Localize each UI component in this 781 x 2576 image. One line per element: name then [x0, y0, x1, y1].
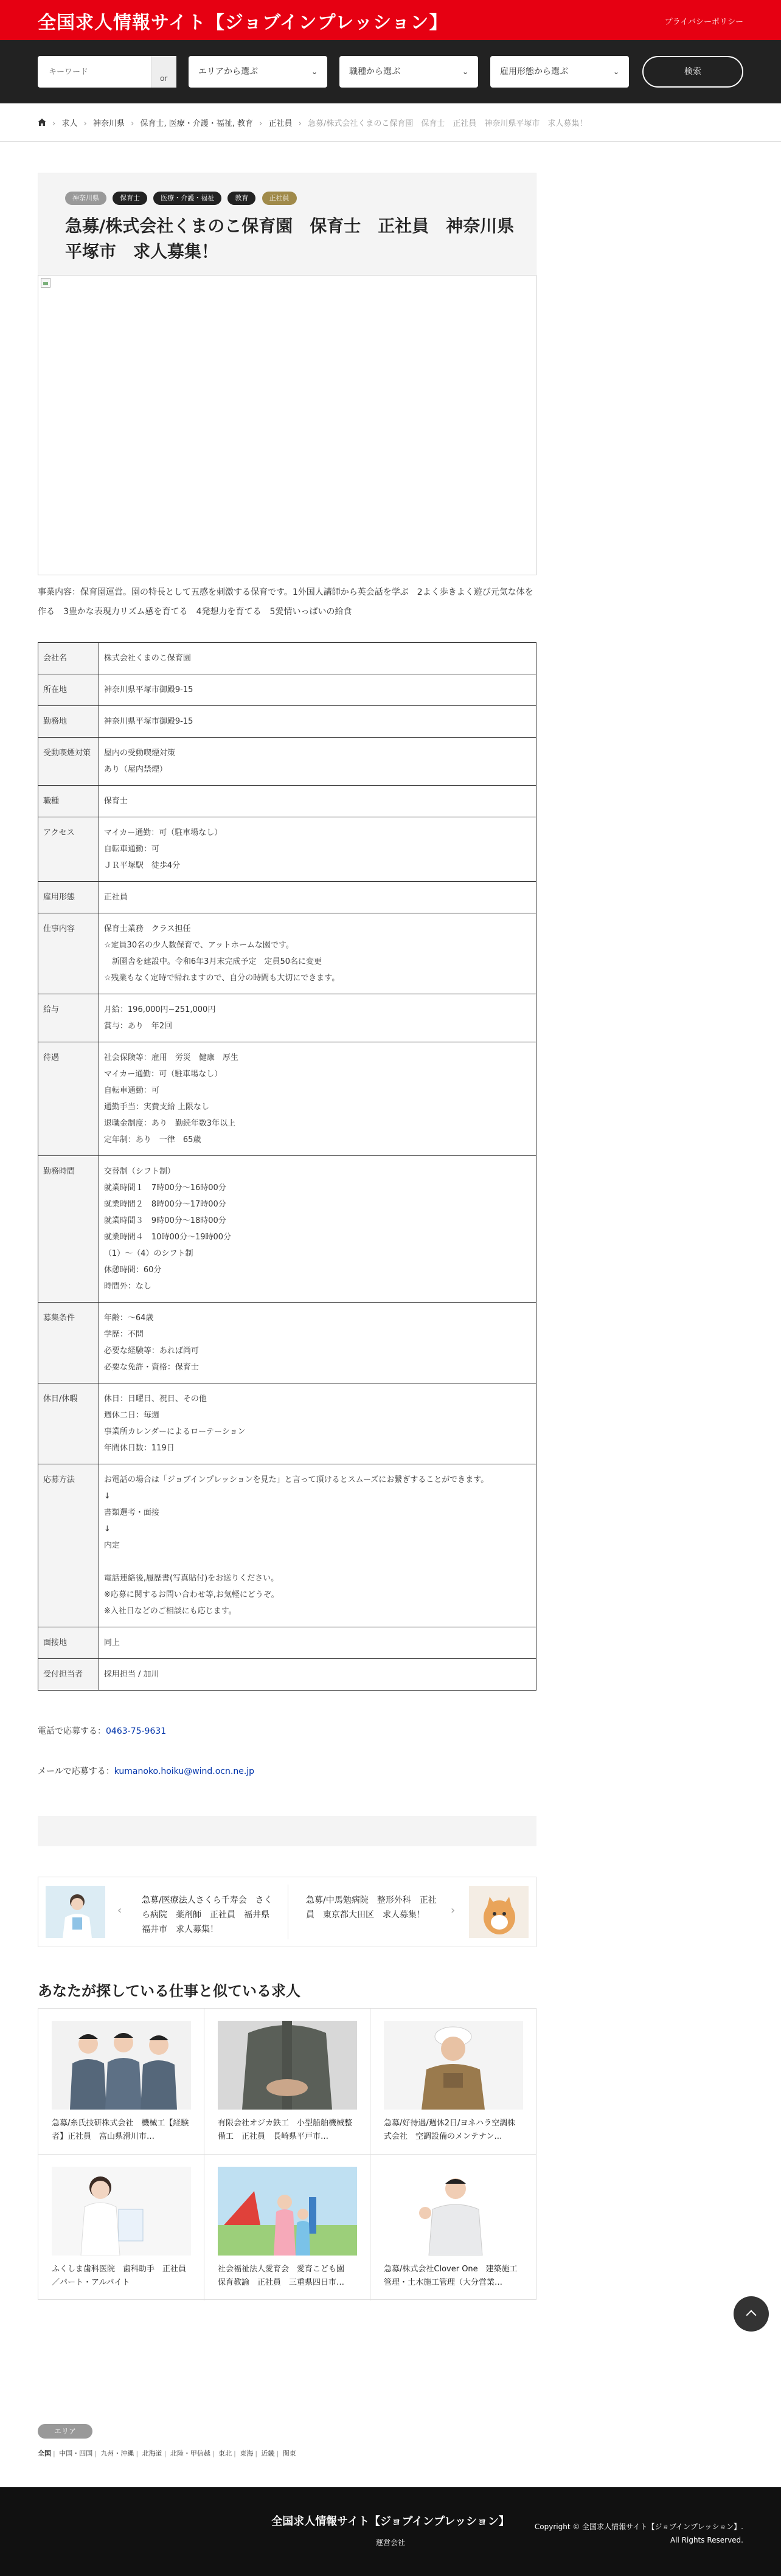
job-card[interactable] — [204, 2009, 370, 2155]
table-cell-line: ☆定員30名の少人数保育で、アットホームな園です。 — [103, 941, 294, 950]
table-row — [38, 786, 536, 817]
table-cell-line: 事業所カレンダーによるローテーション — [103, 1427, 246, 1436]
breadcrumb-item[interactable]: 正社員 — [268, 119, 293, 128]
table-cell-line: 採用担当 / 加川 — [103, 1670, 159, 1679]
table-cell-line: 同上 — [103, 1638, 120, 1647]
contact-mail-label: メールで応募する： — [38, 1767, 114, 1776]
job-card-title[interactable]: 急募/株式会社Clover One 建築施工管理・土木施工管理（大分営業… — [384, 2265, 518, 2287]
table-row-value — [99, 913, 536, 994]
table-cell-line: お電話の場合は「ジョブインプレッションを見た」と言って頂けるとスムーズにお繋ぎすることができます。 — [103, 1475, 489, 1484]
next-thumbnail[interactable] — [469, 1886, 529, 1938]
area-links — [38, 2448, 298, 2458]
privacy-policy-link[interactable]: プライバシーポリシー — [664, 18, 743, 27]
breadcrumb-separator: › — [298, 119, 302, 128]
divider — [0, 141, 781, 142]
table-cell-line: ※入社日などのご相談にも応じます。 — [103, 1607, 237, 1616]
table-cell-line: 正社員 — [103, 893, 128, 902]
copyright-line: All Rights Reserved. — [670, 2536, 743, 2544]
job-card-image[interactable] — [52, 2167, 191, 2256]
table-cell-line: マイカー通勤：可（駐車場なし） — [103, 1070, 223, 1079]
table-row — [38, 1042, 536, 1156]
table-cell-line: 神奈川県平塚市御殿9-15 — [103, 717, 193, 726]
broken-image-icon — [41, 278, 50, 288]
table-cell-line: 社会保険等：雇用 労災 健康 厚生 — [103, 1053, 238, 1062]
separator: | — [212, 2450, 215, 2457]
table-cell-line: 必要な経験等：あれば尚可 — [103, 1346, 199, 1356]
table-cell-line: 休日：日曜日、祝日、その他 — [103, 1394, 207, 1404]
or-label: or — [160, 74, 168, 83]
email-link[interactable]: kumanoko.hoiku@wind.ocn.ne.jp — [114, 1767, 255, 1776]
table-cell-line: 電話連絡後,履歴書(写真貼付)をお送りください。 — [103, 1574, 279, 1583]
or-toggle[interactable] — [151, 56, 176, 88]
contact-tel — [38, 1725, 166, 1737]
table-cell-line: 必要な免許・資格：保育士 — [103, 1363, 199, 1372]
home-icon[interactable] — [38, 119, 46, 128]
table-row — [38, 817, 536, 882]
table-cell-line: 内定 — [103, 1541, 120, 1550]
breadcrumb-current: 急募/株式会社くまのこ保育園 保育士 正社員 神奈川県平塚市 求人募集！ — [308, 119, 588, 128]
table-row-value — [99, 882, 536, 913]
table-row-value — [99, 706, 536, 738]
area-select-label: エリアから選ぶ — [198, 67, 258, 77]
job-card-title[interactable]: 急募/糸氏技研株式会社 機械工【経験者】正社員 富山県滑川市… — [52, 2119, 189, 2141]
table-cell-line: 退職金制度：あり 勤続年数3年以上 — [103, 1119, 236, 1128]
table-cell-line: あり（屋内禁煙） — [103, 765, 167, 774]
table-row-label: 勤務地 — [38, 706, 99, 738]
hero-image — [38, 275, 536, 575]
table-row-label: 仕事内容 — [38, 913, 99, 994]
table-cell-line: 就業時間２ 8時00分～17時00分 — [103, 1200, 226, 1209]
table-row-label: 休日/休暇 — [38, 1383, 99, 1464]
job-card-image[interactable] — [384, 2021, 523, 2110]
table-row — [38, 994, 536, 1042]
area-link[interactable]: 北海道 — [142, 2450, 162, 2457]
table-cell-line: 自転車通勤：可 — [103, 845, 159, 854]
table-row-label: 面接地 — [38, 1627, 99, 1659]
table-row-label: 応募方法 — [38, 1464, 99, 1627]
job-card-image[interactable] — [384, 2167, 523, 2256]
table-row-label: アクセス — [38, 817, 99, 882]
area-link[interactable]: 中国・四国 — [59, 2450, 93, 2457]
job-card-image[interactable] — [52, 2021, 191, 2110]
table-cell-line: 保育士業務 クラス担任 — [103, 924, 191, 933]
table-cell-line: ※応募に関するお問い合わせ等,お気軽にどうぞ。 — [103, 1590, 279, 1599]
keyword-input[interactable] — [38, 56, 151, 88]
table-row-value — [99, 674, 536, 706]
breadcrumb-separator: › — [259, 119, 263, 128]
prev-thumbnail[interactable] — [46, 1886, 105, 1938]
table-cell-line: 屋内の受動喫煙対策 — [103, 749, 175, 758]
breadcrumb-item[interactable]: 保育士, 医療・介護・福祉, 教育 — [140, 119, 254, 128]
area-link[interactable]: 北陸・甲信越 — [170, 2450, 210, 2457]
job-card-title[interactable]: 有限会社オジカ鉄工 小型船舶機械整備工 正社員 長崎県平戸市… — [218, 2119, 353, 2141]
table-row-value — [99, 1464, 536, 1627]
breadcrumb — [38, 117, 743, 130]
job-card-title[interactable]: ふくしま歯科医院 歯科助手 正社員／パート・アルバイト — [52, 2265, 187, 2287]
next-post-link[interactable]: 急募/中馬勉病院 整形外科 正社員 東京都大田区 求人募集！ — [306, 1896, 437, 1920]
table-row — [38, 1303, 536, 1383]
table-cell-line — [104, 1554, 531, 1570]
table-row-label: 待遇 — [38, 1042, 99, 1156]
job-card[interactable] — [38, 2009, 204, 2155]
area-link[interactable]: 近畿 — [261, 2450, 275, 2457]
chevron-down-icon: ⌄ — [311, 68, 318, 76]
separator: | — [276, 2450, 279, 2457]
table-row — [38, 706, 536, 738]
job-card[interactable] — [370, 2155, 536, 2301]
tag-job[interactable]: 医療・介護・福祉 — [153, 192, 221, 205]
job-select-label: 職種から選ぶ — [349, 67, 400, 77]
chevron-down-icon: ⌄ — [613, 68, 619, 76]
table-cell-line: 株式会社くまのこ保育園 — [103, 654, 191, 663]
separator: | — [136, 2450, 139, 2457]
table-cell-line: 休憩時間：60分 — [103, 1265, 162, 1275]
job-card[interactable] — [38, 2155, 204, 2301]
table-row-value — [99, 1383, 536, 1464]
tag-list — [65, 192, 300, 205]
table-row-label: 募集条件 — [38, 1303, 99, 1383]
table-cell-line: 就業時間４ 10時00分～19時00分 — [103, 1233, 232, 1242]
table-cell-line: マイカー通勤：可（駐車場なし） — [103, 828, 223, 837]
table-cell-line: 交替制（シフト制） — [103, 1167, 175, 1176]
table-cell-line: 保育士 — [103, 797, 128, 806]
table-cell-line: 月給：196,000円~251,000円 — [103, 1005, 216, 1014]
table-row-label: 受付担当者 — [38, 1659, 99, 1691]
table-cell-line: 学歴：不問 — [103, 1330, 144, 1339]
job-card-image[interactable] — [218, 2167, 357, 2256]
table-cell-line: 新園舎を建設中。令和6年3月末完成予定 定員50名に変更 — [103, 957, 322, 966]
tag-job[interactable]: 保育士 — [113, 192, 147, 205]
table-cell-line: ＪＲ平塚駅 徒歩4分 — [103, 861, 181, 870]
share-area — [38, 1816, 536, 1846]
prev-next-nav — [38, 1877, 536, 1947]
tag-job[interactable]: 教育 — [227, 192, 255, 205]
table-row — [38, 738, 536, 786]
table-row-label: 所在地 — [38, 674, 99, 706]
table-cell-line: 就業時間３ 9時00分～18時00分 — [103, 1216, 226, 1225]
area-select[interactable] — [189, 56, 327, 88]
scroll-to-top-button[interactable] — [734, 2296, 769, 2332]
separator: | — [53, 2450, 55, 2457]
breadcrumb-separator: › — [83, 119, 87, 128]
table-row — [38, 1659, 536, 1691]
copyright-line: Copyright © 全国求人情報サイト【ジョブインプレッション】. — [534, 2522, 743, 2531]
chevron-down-icon: ⌄ — [462, 68, 468, 76]
article-header — [38, 173, 536, 277]
chevron-right-icon[interactable]: › — [451, 1904, 456, 1917]
table-row-label: 給与 — [38, 994, 99, 1042]
phone-link[interactable]: 0463-75-9631 — [106, 1726, 167, 1736]
table-row-value — [99, 1659, 536, 1691]
table-row — [38, 913, 536, 994]
table-row-label: 受動喫煙対策 — [38, 738, 99, 786]
area-link[interactable]: 関東 — [282, 2450, 296, 2457]
table-row-value — [99, 786, 536, 817]
contact-tel-label: 電話で応募する： — [38, 1726, 106, 1736]
table-cell-line: 通勤手当：実費支給 上限なし — [103, 1103, 210, 1112]
area-link[interactable]: 九州・沖縄 — [100, 2450, 134, 2457]
table-row-label: 会社名 — [38, 643, 99, 674]
footer-site-title[interactable]: 全国求人情報サイト【ジョブインプレッション】 — [271, 2515, 510, 2528]
table-row — [38, 1464, 536, 1627]
table-cell-line: 就業時間１ 7時00分～16時00分 — [103, 1183, 226, 1193]
table-row — [38, 882, 536, 913]
tag-area[interactable]: 神奈川県 — [65, 192, 106, 205]
table-cell-line: 年齢：～64歳 — [103, 1314, 154, 1323]
job-summary: 事業内容：保育園運営。園の特長として五感を刺激する保育です。1外国人講師から英会話を学ぶ 2よく歩きよく遊び元気な体を作る 3豊かな表現力リズム感を育てる 4発想力を育てる 5愛情いっぱいの給食 — [38, 587, 533, 617]
job-card[interactable] — [204, 2155, 370, 2301]
keyword-search — [38, 56, 176, 88]
table-cell-line: 神奈川県平塚市御殿9-15 — [103, 685, 193, 694]
similar-jobs-heading: あなたが探している仕事と似ている求人 — [38, 1982, 300, 2000]
table-cell-line: 書類選考・面接 — [103, 1508, 159, 1517]
area-link[interactable]: 東北 — [218, 2450, 232, 2457]
job-card-title[interactable]: 社会福祉法人愛育会 愛育こども園 保育教諭 正社員 三重県四日市… — [218, 2265, 353, 2287]
table-row — [38, 643, 536, 674]
breadcrumb-item[interactable]: 神奈川県 — [92, 119, 125, 128]
table-row-value — [99, 817, 536, 882]
area-label: エリア — [38, 2424, 92, 2439]
table-row-value — [99, 994, 536, 1042]
table-row — [38, 674, 536, 706]
table-row-label: 勤務時間 — [38, 1156, 99, 1303]
table-cell-line: ↓ — [103, 1492, 111, 1501]
table-cell-line: 定年制：あり 一律 65歳 — [103, 1135, 201, 1144]
area-link[interactable]: 全国 — [38, 2450, 51, 2457]
table-cell-line: ☆残業もなく定時で帰れますので、自分の時間も大切にできます。 — [103, 974, 340, 983]
table-cell-line: ↓ — [103, 1525, 111, 1534]
contact-mail — [38, 1765, 254, 1777]
table-row-label: 職種 — [38, 786, 99, 817]
employment-select[interactable] — [490, 56, 629, 88]
table-row-value — [99, 643, 536, 674]
job-card[interactable] — [370, 2009, 536, 2155]
table-cell-line: 週休二日：毎週 — [103, 1411, 159, 1420]
table-row — [38, 1156, 536, 1303]
site-title[interactable]: 全国求人情報サイト【ジョブインプレッション】 — [38, 12, 448, 33]
employment-select-label: 雇用形態から選ぶ — [500, 67, 568, 77]
breadcrumb-separator: › — [131, 119, 134, 128]
table-cell-line: 年間休日数：119日 — [103, 1444, 175, 1453]
table-row-value — [99, 738, 536, 786]
area-link[interactable]: 東海 — [240, 2450, 254, 2457]
job-select[interactable] — [339, 56, 478, 88]
table-row-label: 雇用形態 — [38, 882, 99, 913]
search-button[interactable]: 検索 — [642, 56, 743, 88]
separator: | — [255, 2450, 258, 2457]
job-card-title[interactable]: 急募/好待遇/週休2日/ヨネハラ空調株式会社 空調設備のメンテナン… — [384, 2119, 516, 2141]
breadcrumb-separator: › — [52, 119, 56, 128]
table-row — [38, 1627, 536, 1659]
table-cell-line: 自転車通勤：可 — [103, 1086, 159, 1095]
table-row-value — [99, 1042, 536, 1156]
page-title: 急募/株式会社くまのこ保育園 保育士 正社員 神奈川県平塚市 求人募集！ — [65, 216, 515, 261]
job-card-image[interactable] — [218, 2021, 357, 2110]
job-details-table — [38, 642, 536, 1691]
copyright — [517, 2520, 743, 2547]
breadcrumb-item[interactable]: 求人 — [61, 119, 78, 128]
chevron-left-icon[interactable]: ‹ — [117, 1904, 122, 1917]
separator: | — [94, 2450, 97, 2457]
separator: | — [234, 2450, 236, 2457]
table-cell-line: 賞与：あり 年2回 — [103, 1022, 173, 1031]
table-row — [38, 1383, 536, 1464]
footer-company-link[interactable]: 運営会社 — [375, 2538, 405, 2547]
separator: | — [164, 2450, 167, 2457]
similar-jobs-grid — [38, 2008, 536, 2300]
table-cell-line: 時間外：なし — [103, 1282, 151, 1291]
table-cell-line: （1）～（4）のシフト制 — [103, 1249, 193, 1258]
tag-employment[interactable]: 正社員 — [262, 192, 297, 205]
table-row-value — [99, 1303, 536, 1383]
table-row-value — [99, 1156, 536, 1303]
prev-post-link[interactable]: 急募/医療法人さくら千寿会 さくら病院 薬剤師 正社員 福井県福井市 求人募集！ — [142, 1896, 272, 1934]
table-row-value — [99, 1627, 536, 1659]
